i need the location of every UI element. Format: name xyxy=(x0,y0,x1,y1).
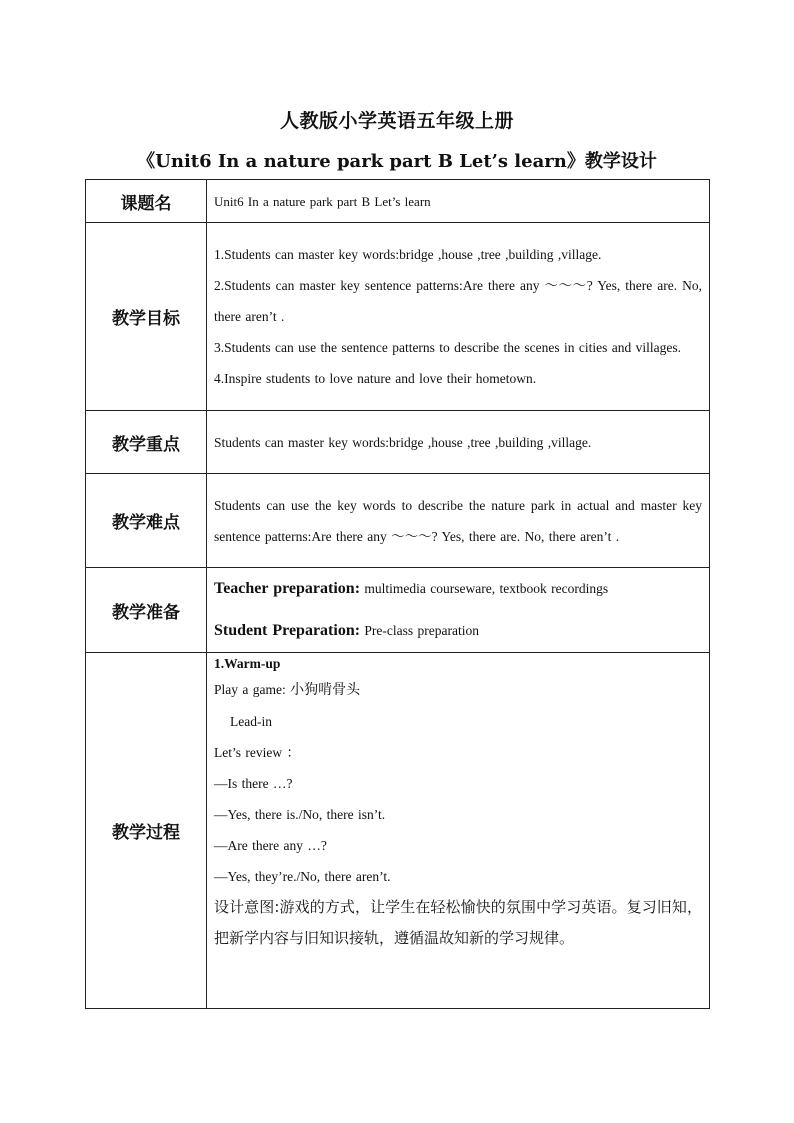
label-key-points: 教学重点 xyxy=(86,411,207,474)
teacher-preparation xyxy=(214,568,702,610)
row-key-points xyxy=(86,411,710,474)
objective-item: 1.Students can master key words:bridge ,house ,tree ,building ,village. xyxy=(214,247,602,262)
value-objectives xyxy=(207,223,710,411)
teacher-preparation-value: multimedia courseware, textbook recordings xyxy=(360,581,609,596)
lesson-plan-table xyxy=(85,179,710,1009)
label-process: 教学过程 xyxy=(86,653,207,1009)
process-review: Let’s review ： xyxy=(214,745,300,760)
value-difficulties xyxy=(207,474,710,568)
row-topic xyxy=(86,180,710,223)
value-key-points xyxy=(207,411,710,474)
game-prefix: Play a game: xyxy=(214,682,291,697)
dialog-line: —Yes, they’re./No, there aren’t. xyxy=(214,869,391,884)
label-topic: 课题名 xyxy=(86,180,207,223)
label-objectives: 教学目标 xyxy=(86,223,207,411)
value-preparation xyxy=(207,568,710,653)
label-preparation: 教学准备 xyxy=(86,568,207,653)
process-game xyxy=(214,674,702,706)
process-lead-in: Lead-in xyxy=(230,714,272,729)
objective-item: 4.Inspire students to love nature and love their hometown. xyxy=(214,371,537,386)
document-title: 人教版小学英语五年级上册 xyxy=(279,110,514,132)
student-preparation xyxy=(214,610,702,652)
value-process xyxy=(207,653,710,1009)
difficulties-text: Students can use the key words to describe the nature park in actual and master key sentence patterns:Are there any ～～～? Yes, there are. No, there aren’t . xyxy=(214,497,702,544)
dialog-line: —Yes, there is./No, there isn’t. xyxy=(214,807,386,822)
design-intent: 设计意图:游戏的方式，让学生在轻松愉快的氛围中学习英语。复习旧知，把新学内容与旧知识接轨，遵循温故知新的学习规律。 xyxy=(214,898,702,947)
dialog-line: —Is there …? xyxy=(214,776,293,791)
objective-item: 3.Students can use the sentence patterns to describe the scenes in cities and villages. xyxy=(214,340,681,355)
row-difficulties xyxy=(86,474,710,568)
student-preparation-value: Pre-class preparation xyxy=(360,623,479,638)
row-objectives xyxy=(86,223,710,411)
process-heading: 1.Warm-up xyxy=(214,656,281,671)
dialog-line: —Are there any …? xyxy=(214,838,327,853)
row-process xyxy=(86,653,710,1009)
objective-item: 2.Students can master key sentence patterns:Are there any ～～～? Yes, there are. No, there aren’t . xyxy=(214,278,702,324)
teacher-preparation-label: Teacher preparation: xyxy=(214,580,361,597)
value-topic xyxy=(207,180,710,223)
student-preparation-label: Student Preparation: xyxy=(214,622,361,639)
topic-text: Unit6 In a nature park part B Let’s learn xyxy=(214,193,431,209)
key-points-text: Students can master key words:bridge ,house ,tree ,building ,village. xyxy=(214,434,592,450)
row-preparation xyxy=(86,568,710,653)
game-name: 小狗啃骨头 xyxy=(290,682,361,698)
document-subtitle: 《Unit6 In a nature park part B Let’s learn》教学设计 xyxy=(137,151,657,172)
label-difficulties: 教学难点 xyxy=(86,474,207,568)
